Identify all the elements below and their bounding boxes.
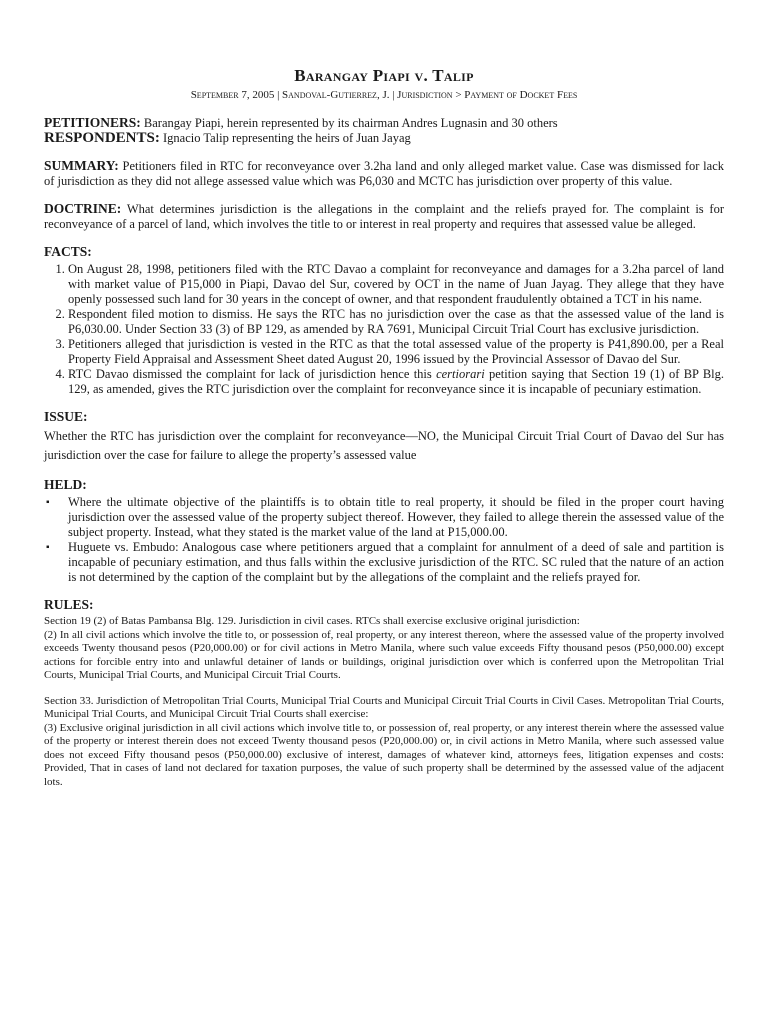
rule-s19-title: Section 19 (2) of Batas Pambansa Blg. 129. Jurisdiction in civil cases. RTCs shall exercise exclusive original jurisdiction: <box>44 615 580 627</box>
petitioners-line <box>44 115 724 131</box>
fact-4-before: RTC Davao dismissed the complaint for lack of jurisdiction hence this <box>68 367 437 381</box>
facts-list <box>44 262 724 397</box>
fact-item: 3. Petitioners alleged that jurisdiction is vested in the RTC as that the total assessed value of the property is P41,890.00, per a Real Property Field Appraisal and Assessment Sheet dated August 20, 1996 issued by the Provincial Assessor of Davao del Sur. <box>68 337 724 367</box>
held-item-text: Where the ultimate objective of the plaintiffs is to obtain title to real property, it should be filed in the proper court having jurisdiction over the assessed value of the property subject thereof. However, they failed to allege therein the assessed value of the subject property. Instead, what they stated is the market value of the land at P15,000.00. <box>68 495 724 539</box>
fact-item: 2. Respondent filed motion to dismiss. He says the RTC has no jurisdiction over the case as that the assessed value of the land is P6,030.00. Under Section 33 (3) of BP 129, as amended by RA 7691, Municipal Circuit Trial Court has exclusive jurisdiction. <box>68 307 724 337</box>
doctrine-text: What determines jurisdiction is the allegations in the complaint and the reliefs prayed for. The complaint is for reconveyance of a parcel of land, which involves the title to or interest in real property and requires that assessed value be alleged. <box>44 202 724 231</box>
fact-4-italic: certiorari <box>436 367 485 381</box>
petitioners-text: Barangay Piapi, herein represented by its chairman Andres Lugnasin and 30 others <box>143 116 558 130</box>
fact-item: 1. On August 28, 1998, petitioners filed with the RTC Davao a complaint for reconveyance and damages for a 3.2ha parcel of land with market value of P15,000 in Piapi, Davao del Sur, covered by OCT in the name of Juan Jayag. They allege that they have openly possessed such land for 30 years in the concept of owner, and that respondent fraudulently obtained a TCT in his name. <box>68 262 724 307</box>
facts-heading: FACTS: <box>44 244 92 259</box>
bullet-icon: ▪ <box>46 497 50 508</box>
case-subtitle: September 7, 2005 | Sandoval-Gutierrez, J. | Jurisdiction > Payment of Docket Fees <box>190 89 578 101</box>
held-list <box>44 495 724 585</box>
fact-item <box>68 367 724 397</box>
held-heading: HELD: <box>44 477 87 492</box>
held-item-text: Huguete vs. Embudo: Analogous case where petitioners argued that a complaint for annulment of a deed of sale and partition is incapable of pecuniary estimation, and thus falls within the exclusive jurisdiction of the RTC. SC ruled that the nature of an action is not determined by the caption of the complaint but by the allegations of the complaint and the reliefs prayed for. <box>68 540 724 584</box>
rule-s33-text: (3) Exclusive original jurisdiction in all civil actions which involve title to, or possession of, real property, or any interest therein where the assessed value of the property or interest therein does not exceed Twenty thousand pesos (P20,000.00) or, in civil actions in Metro Manila, where such assessed value does not exceed Fifty thousand pesos (P50,000.00) exclusive of interest, damages of whatever kind, attorneys fees, litigation expenses and costs: Provided, That in cases of land not declared for taxation purposes, the value of such property shall be determined by the assessed value of the adjacent lots. <box>44 721 724 788</box>
held-item <box>46 540 724 585</box>
summary-label: SUMMARY: <box>44 158 119 173</box>
rule-s33-title: Section 33. Jurisdiction of Metropolitan Trial Courts, Municipal Trial Courts and Municipal Circuit Trial Courts in Civil Cases. Metropolitan Trial Courts, Municipal Trial Courts, and Municipal Circuit Trial Courts shall exercise: <box>44 694 724 720</box>
case-title: Barangay Piapi v. Talip <box>294 66 474 85</box>
bullet-icon: ▪ <box>46 542 50 553</box>
respondents-text: Ignacio Talip representing the heirs of Juan Jayag <box>162 131 411 145</box>
rules-heading: RULES: <box>44 597 94 612</box>
rule-s19-text: (2) In all civil actions which involve the title to, or possession of, real property, or any interest thereon, where the assessed value of the property involved exceeds Twenty thousand pesos (P20,000.00) or for civil actions in Metro Manila, where such value exceeds Fifty thousand pesos (P50,000.00) except actions for forcible entry into and unlawful detainer of lands or buildings, original jurisdiction over which is conferred upon the Metropolitan Trial Courts, Municipal Trial Courts, and Municipal Circuit Trial Courts. <box>44 628 724 681</box>
respondents-line <box>44 131 724 146</box>
summary-paragraph <box>44 158 724 189</box>
fact-4-after: petition saying that Section 19 (1) of BP Blg. 129, as amended, gives the RTC jurisdiction over the complaint for reconveyance since it is incapable of pecuniary estimation. <box>68 367 725 396</box>
doctrine-paragraph <box>44 201 724 232</box>
issue-text: Whether the RTC has jurisdiction over the complaint for reconveyance—NO, the Municipal Circuit Trial Court of Davao del Sur has jurisdiction over the case for failure to allege the property’s assessed value <box>44 429 724 462</box>
summary-text: Petitioners filed in RTC for reconveyance over 3.2ha land and only alleged market value. Case was dismissed for lack of jurisdiction as they did not allege assessed value which was P6,030 and MCTC has jurisdiction over property of this value. <box>44 159 724 188</box>
issue-heading: ISSUE: <box>44 409 88 424</box>
doctrine-label: DOCTRINE: <box>44 201 122 216</box>
respondents-label: RESPONDENTS: <box>44 130 160 146</box>
held-item <box>46 495 724 540</box>
petitioners-label: PETITIONERS: <box>44 115 141 130</box>
